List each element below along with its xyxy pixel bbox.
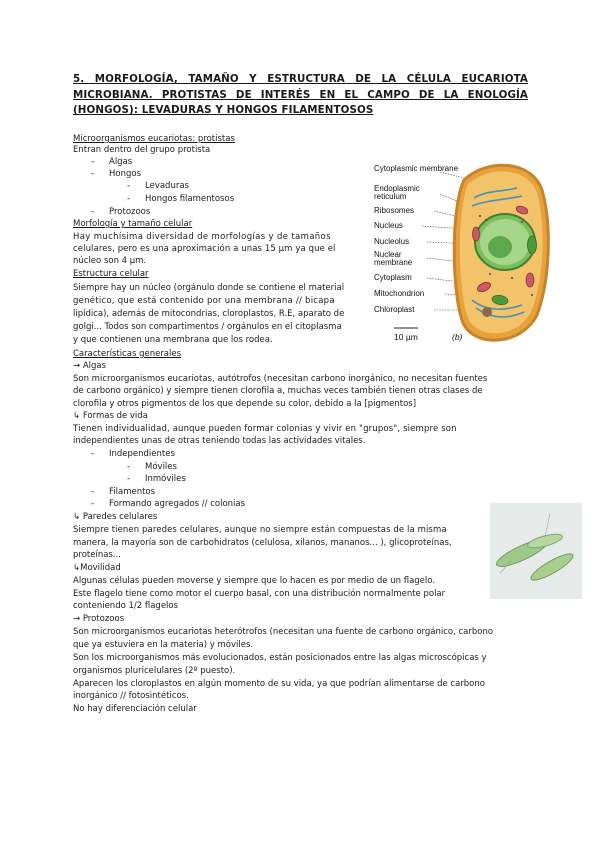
subheading-protozoos: → Protozoos [73,614,125,624]
algae-micrograph [490,503,582,599]
list-item-independientes: Independientes [109,449,175,459]
text-line: Son microorganismos eucariotas heterótrofos (necesitan una fuente de carbono orgánico, carbono [73,627,494,637]
eukaryotic-cell-diagram [372,150,552,350]
text-line: inorgánico // fotosintéticos. [73,691,189,701]
list-dash: - [91,169,95,179]
list-item-protozoos: Protozoos [109,207,151,217]
text-line: Aparecen los cloroplastos en algún momento de su vida, ya que podrían alimentarse de carbono [73,679,485,689]
list-dash: - [91,487,95,497]
algae-image [490,503,582,599]
list-dash: - [91,449,95,459]
list-item-formando: Formando agregados // colonias [109,499,246,509]
text-line: Hay muchísima diversidad de morfologías y de tamaños [73,232,331,242]
list-item-hongos-filamentosos: Hongos filamentosos [145,194,235,204]
list-dash: - [127,462,131,472]
text-line: Son microorganismos eucariotas, autótrofos (necesitan carbono inorgánico, no necesitan fuentes [73,374,488,384]
list-item-levaduras: Levaduras [145,181,189,191]
text-line: y que contienen una membrana que los rodea. [73,335,273,345]
list-dash: - [91,499,95,509]
list-dash: - [127,194,131,204]
label-nucleus: Nucleus [374,221,403,230]
text-line: clorofila y otros pigmentos de los que depende su color, debido a la [pigmentos] [73,399,417,409]
heading-morfologia: Morfología y tamaño celular [73,219,193,229]
text-line: proteínas... [73,550,121,560]
text-line: de carbono orgánico) y siempre tienen clorofila a, muchas veces también tienen otras clases de [73,386,483,396]
text-line: que ya estuviera en la materia) y móviles. [73,640,254,650]
label-scale: 10 µm [394,332,418,342]
text-line: Entran dentro del grupo protista [73,145,211,155]
list-dash: - [127,181,131,191]
label-chloroplast: Chloroplast [374,305,415,314]
list-item-moviles: Móviles [145,462,177,472]
text-line: independientes unas de otras teniendo todas las actividades vitales. [73,436,366,446]
list-item-inmoviles: Inmóviles [145,474,186,484]
list-dash: - [91,157,95,167]
text-line: lipídica), además de mitocondrias, cloroplastos, R.E, aparato de [73,309,345,319]
label-nucleolus: Nucleolus [374,237,410,246]
text-line: celulares, pero es una aproximación a unas 15 µm ya que el [73,244,336,254]
text-line: manera, la mayoría son de carbohidratos (celulosa, xilanos, mananos... ), glicoproteínas, [73,538,452,548]
list-item-algas: Algas [109,157,133,167]
subheading-paredes: ↳ Paredes celulares [73,512,158,522]
label-ribosomes: Ribosomes [374,206,415,215]
text-line: Siempre hay un núcleo (orgánulo donde se contiene el material [73,283,345,293]
label-cytoplasmic-membrane: Cytoplasmic membrane [374,164,459,173]
text-line: genético, que está contenido por una membrana // bicapa [73,296,335,306]
list-item-hongos: Hongos [109,169,142,179]
text-line: Tienen individualidad, aunque pueden formar colonias y vivir en "grupos", siempre son [73,424,457,434]
text-line: Algunas células pueden moverse y siempre que lo hacen es por medio de un flagelo. [73,576,436,586]
heading-protistas: Microorganismos eucariotas: protistas [73,134,235,144]
text-line: núcleo son 4 µm. [73,256,147,266]
text-line: Este flagelo tiene como motor el cuerpo basal, con una distribución normalmente polar [73,589,446,599]
subheading-formas-de-vida: ↳ Formas de vida [73,411,148,421]
heading-caracteristicas: Características generales [73,349,182,359]
list-dash: - [91,207,95,217]
label-cytoplasm: Cytoplasm [374,273,412,282]
page-title: 5. MORFOLOGÍA, TAMAÑO Y ESTRUCTURA DE LA CÉLULA EUCARIOTA MICROBIANA. PROTISTAS DE INTERÉS EN EL CAMPO DE LA ENOLOGÍA (HONGOS): LEVADURAS Y HONGOS FILAMENTOSOS [73,73,528,116]
list-dash: - [127,474,131,484]
text-line: golgi... Todos son compartimentos / orgánulos en el citoplasma [73,322,342,332]
text-line: conteniendo 1/2 flagelos [73,601,179,611]
text-line: Son los microorganismos más evolucionados, están posicionados entre las algas microscópicas y [73,653,487,663]
label-panel: (b) [452,332,463,342]
label-nuclear-membrane: Nuclear membrane [374,250,413,268]
subheading-movilidad: ↳Movilidad [73,563,121,573]
subheading-algas: → Algas [73,361,107,371]
list-item-filamentos: Filamentos [109,487,156,497]
label-endoplasmic-reticulum: Endoplasmic reticulum [374,184,420,202]
heading-estructura: Estructura celular [73,269,149,279]
text-line: No hay diferenciación celular [73,704,197,714]
text-line: organismos pluricelulares (2º puesto). [73,666,236,676]
text-line: Siempre tienen paredes celulares, aunque no siempre están compuestas de la misma [73,525,447,535]
label-mitochondrion: Mitochondrion [374,289,425,298]
